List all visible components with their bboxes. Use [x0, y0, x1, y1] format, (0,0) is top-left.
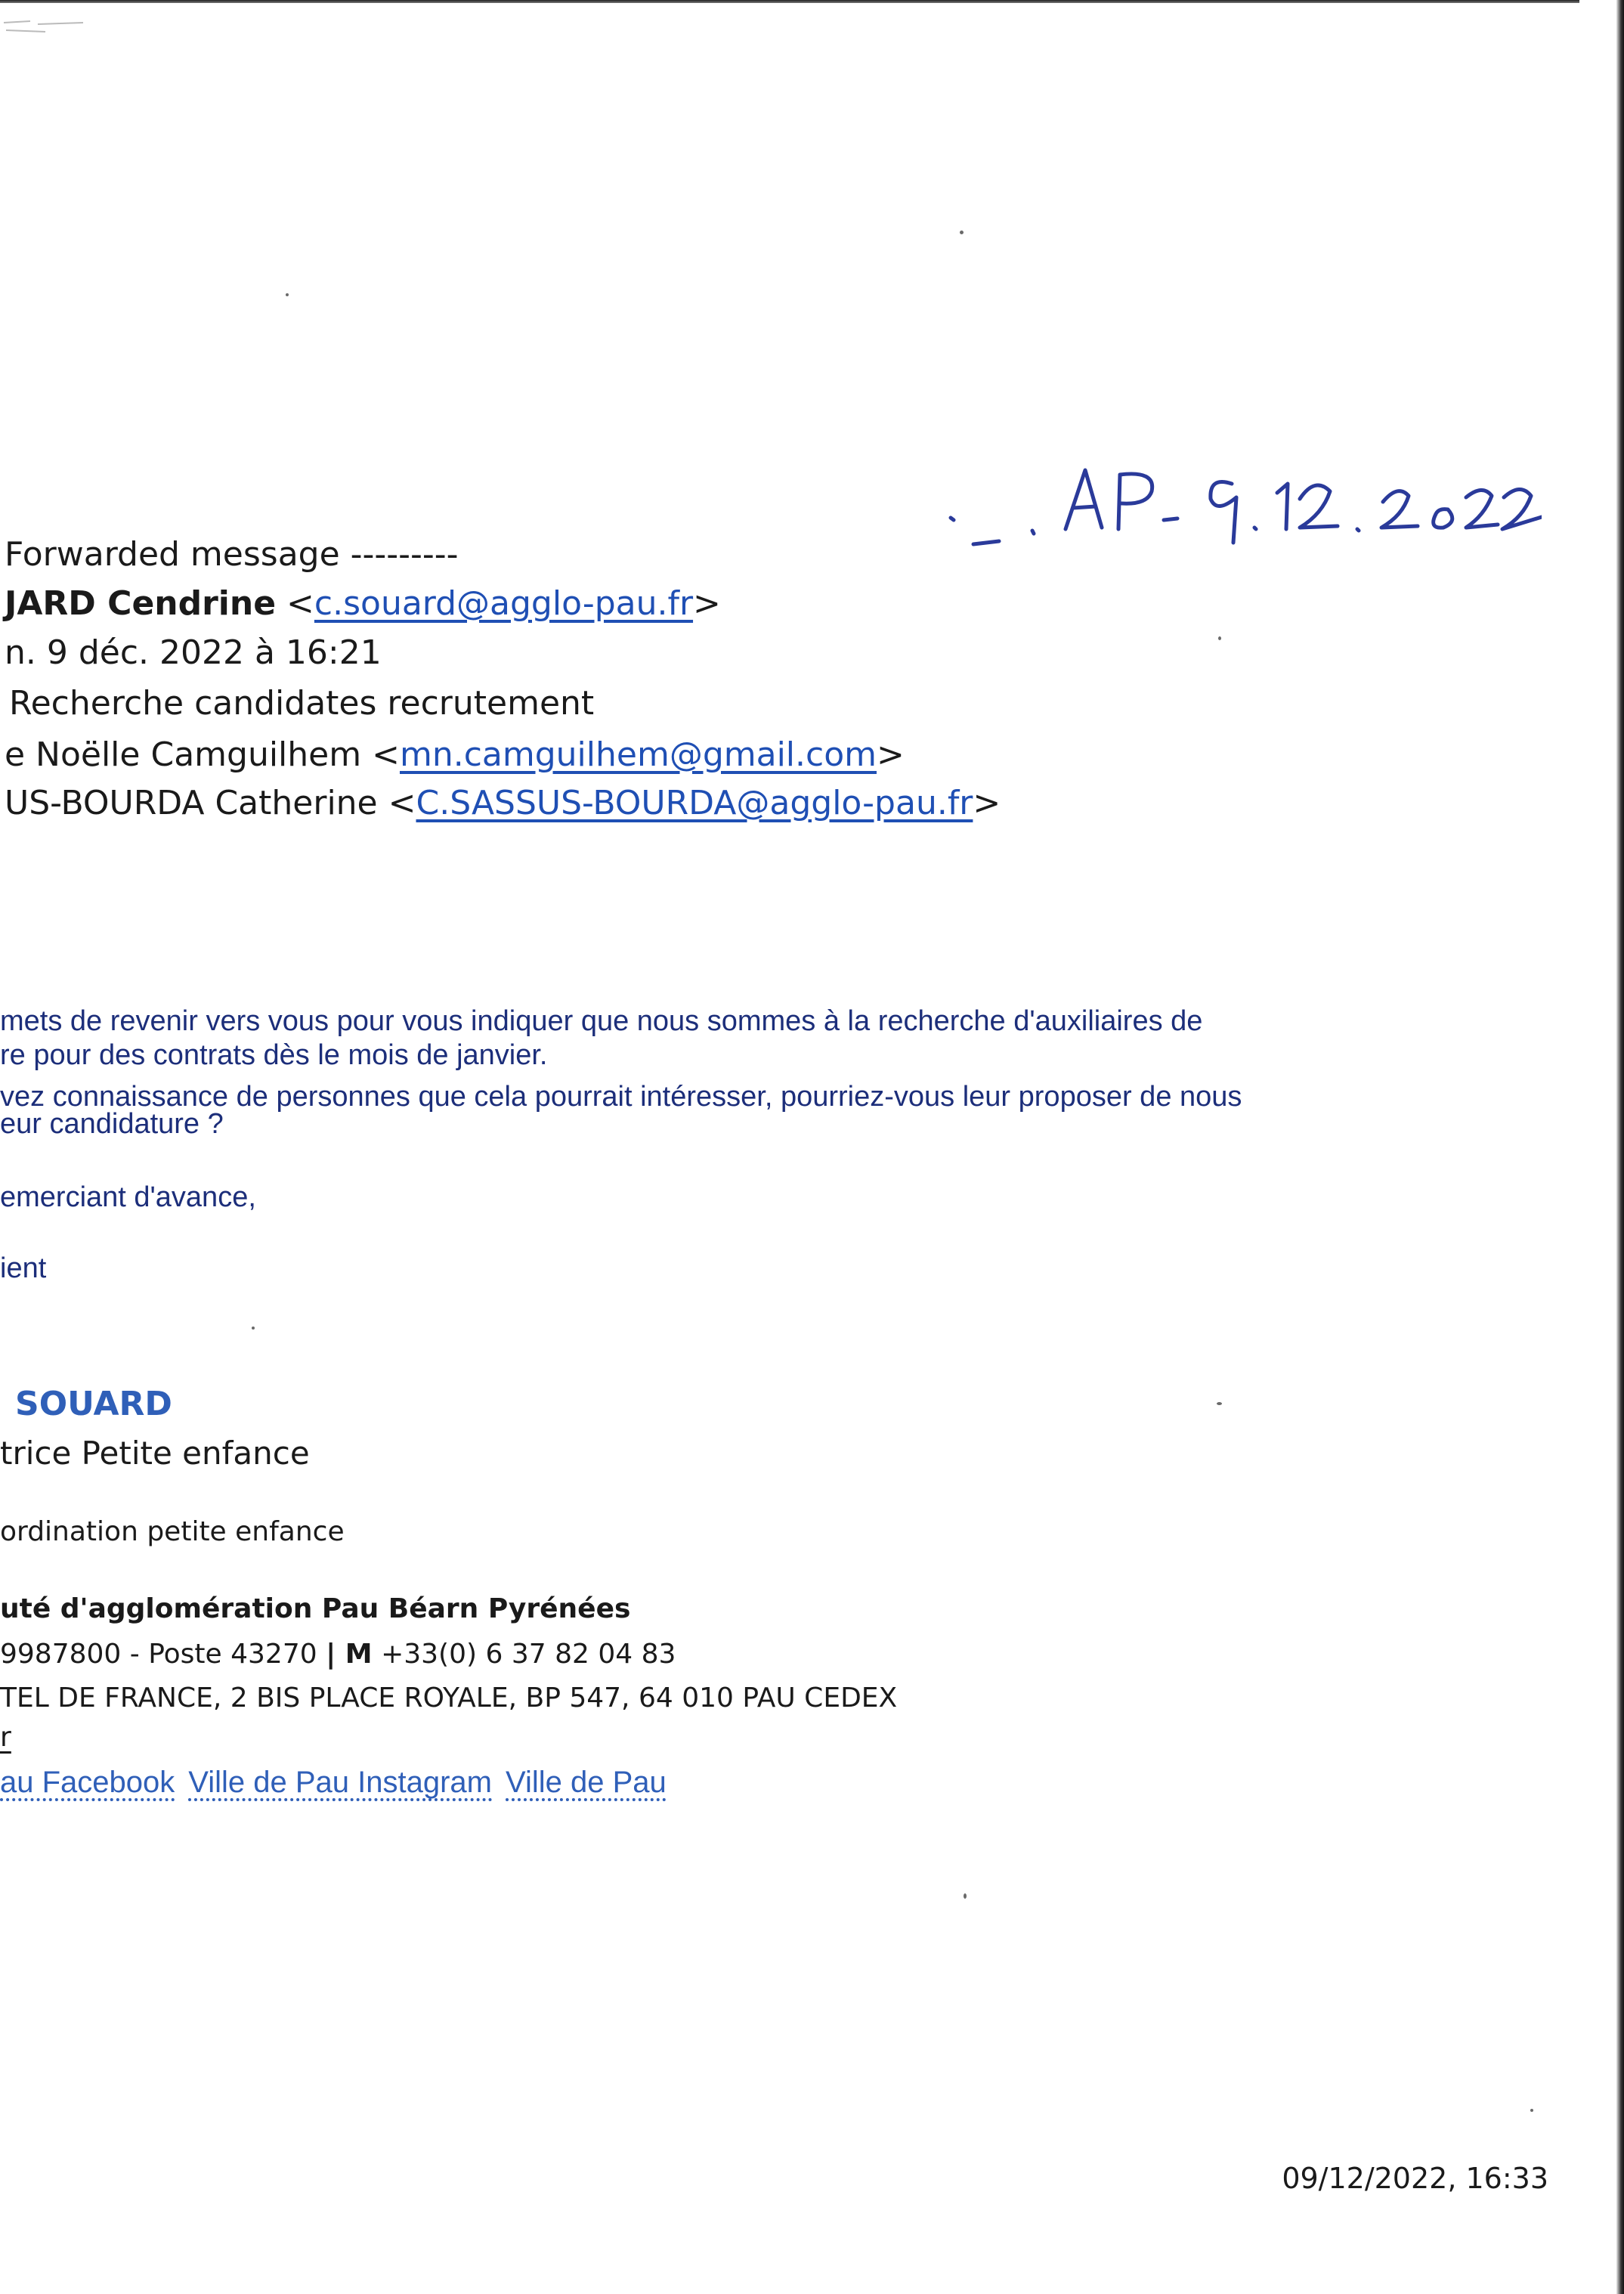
social-link-ville-de-pau[interactable]: Ville de Pau: [506, 1766, 667, 1799]
social-link-instagram[interactable]: Ville de Pau Instagram: [188, 1766, 492, 1799]
scan-speck: [1218, 636, 1221, 640]
forwarded-label: Forwarded message ---------: [5, 535, 459, 574]
signature-link[interactable]: r: [0, 1722, 11, 1753]
signature-phone: 9987800 - Poste 43270: [0, 1639, 317, 1670]
scan-speck: [960, 231, 964, 234]
cc-email-open: <: [388, 784, 416, 822]
scan-speck: [964, 1893, 967, 1899]
body-line-4: eur candidature ?: [0, 1108, 224, 1140]
scan-speck: [1530, 2109, 1533, 2112]
scan-edge-top: [0, 0, 1579, 3]
signature-organization: uté d'agglomération Pau Béarn Pyrénées: [0, 1593, 631, 1624]
signature-phone-line: [0, 1639, 676, 1670]
to-email-link[interactable]: mn.camguilhem@gmail.com: [399, 735, 877, 774]
cc-name: US-BOURDA Catherine: [5, 784, 378, 822]
from-name: JARD Cendrine: [5, 584, 277, 623]
social-links: [0, 1766, 680, 1800]
cc-email-link[interactable]: C.SASSUS-BOURDA@agglo-pau.fr: [416, 784, 973, 822]
signature-separator: |: [326, 1639, 345, 1670]
from-email-close: >: [693, 584, 721, 623]
signature-title: trice Petite enfance: [0, 1435, 310, 1472]
scan-speck: [286, 293, 289, 296]
date-line: n. 9 déc. 2022 à 16:21: [5, 633, 382, 672]
scan-edge-right: [1616, 0, 1624, 2294]
signature-name: SOUARD: [15, 1385, 172, 1423]
handwritten-annotation: [937, 454, 1542, 552]
from-email-link[interactable]: c.souard@agglo-pau.fr: [314, 584, 694, 623]
scan-speck: [252, 1327, 255, 1330]
signature-mobile: +33(0) 6 37 82 04 83: [381, 1639, 676, 1670]
to-name: e Noëlle Camguilhem: [5, 735, 362, 774]
subject-line: Recherche candidates recrutement: [9, 684, 595, 723]
from-email-open: <: [286, 584, 314, 623]
print-timestamp: 09/12/2022, 16:33: [1282, 2162, 1548, 2195]
body-line-2: re pour des contrats dès le mois de janvier.: [0, 1039, 548, 1071]
from-line: [5, 584, 721, 623]
to-email-close: >: [876, 735, 905, 774]
social-link-facebook[interactable]: au Facebook: [0, 1766, 175, 1799]
signature-mobile-label: M: [345, 1639, 373, 1670]
to-email-open: <: [372, 735, 400, 774]
signature-department: ordination petite enfance: [0, 1516, 345, 1547]
to-line: [5, 735, 905, 774]
cc-email-close: >: [973, 784, 1001, 822]
scan-speck: [1217, 1402, 1222, 1405]
signature-address: TEL DE FRANCE, 2 BIS PLACE ROYALE, BP 547, 64 010 PAU CEDEX: [0, 1683, 898, 1714]
body-line-3: vez connaissance de personnes que cela pourrait intéresser, pourriez-vous leur proposer de nous: [0, 1081, 1242, 1113]
scan-artifact: [0, 8, 91, 38]
cc-line: [5, 784, 1001, 822]
body-closing: ient: [0, 1252, 47, 1284]
body-thanks: emerciant d'avance,: [0, 1181, 256, 1213]
body-line-1: mets de revenir vers vous pour vous indiquer que nous sommes à la recherche d'auxiliaires de: [0, 1005, 1203, 1037]
